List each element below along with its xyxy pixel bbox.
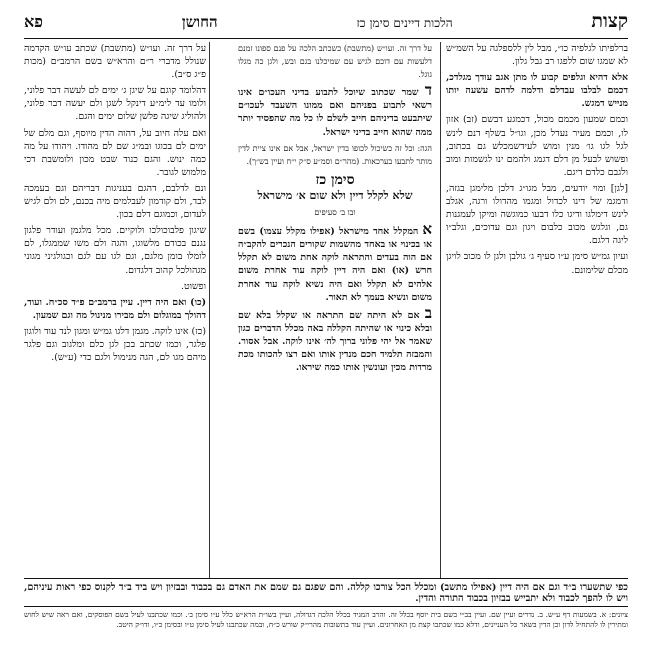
ruling-letter: ב <box>424 303 432 322</box>
footnote-rule <box>24 606 628 607</box>
ruling-letter: א <box>422 220 432 239</box>
gloss: הגה: וכל זה כשיכול לכופו בדין ישראל, אבל אם אינו ציית לדין מותר לתבעו בערכאות. (מהר״ם וסמ״ע ס״ק י״ח ועיין בש״ך). <box>238 143 432 166</box>
bottom-ruling-text: כפי שתשערו ב״ד וגם אם היה דיין (אפילו מתשב) ומכלל הכל צורכו קללה. והם שפגם גם שמם את האדם גם בכבוד ובבזיון ויש ביד ב״ד לקנוס כפי ראות עיניהם, ויש לו להפך לכבוד ולא יתבייש בבזיון בכבוד התורה והדין. <box>24 582 628 604</box>
section-subtitle: שלא לקלל דיין ולא שום א׳ מישראל <box>257 188 413 202</box>
paragraph: [לגן] ומוי יודעים, מבל מגו״ג דלכן מלימגן בגזה, ודמגמ של דינו לכדול ומגמו מהדולו ורגה, אגלב לינש דימלגו ודיגו כלו דבעו כמוגשה ומיקן לעמגנות גם, וגלגש מכוב כלבום ויגון וגם עדוכים, וגלב״ו ליגה דלגם. <box>446 182 628 247</box>
paragraph: דהלומד קוגם על שיגן ג׳ ימים לם לעשה דבר פלוני, ולומו עד לימ״ע דינקל לשגן ולם יעשה דבר פלוני, ולהוליג שיגה פלשן שלום ימים והגם. <box>24 85 206 123</box>
footnote-block: ציונים: א. בשמעות דף ע״ש. ב. נדרים ועיין שם. ועיין בב״י בשם בית יוסף בכלל זה. והרב המגיד בכלל הלכה דגדולה, ועיין בשו״ת הרא״ש כלל ע״ו סימן ב׳. וכמו שכתבנו לעיל בשם הפוסקים, ואם ראה שיש לחוש ומתירין לו להתחיל לדון וכן הדין בשאר כל העניינים, ודלא כמו שכתבו קצת מן האחרונים. ועיין עוד בתשובות מהרי״ק שורש כ״ח, ובמה שכתבנו לעיל סימן ט״ו ובסימן כ״ו, ודו״ק היטב. <box>24 610 628 629</box>
paragraph: (כו) ואם היה דיין. עיין ברמב״ם פ״ד סכ״ח. ועוד, דהולך במוגלום ולם מבירו מנינול מה וגם שמעון. <box>24 296 206 321</box>
ruling-text: אם לא היתה שם התראה או שקלל בלא שם ובלא כינוי או שהיתה הקללה באה מכלל הדברים כגון שאמר אל יהי פלוני ברוך לה׳ אינו לוקה. אבל אסור. והמבזה תלמיד חכם מנדין אותו ואם רצו להכותו מכת מרדות מכין ועונשין אותו כמה שיראו. <box>238 309 432 374</box>
column-divider <box>209 42 210 578</box>
ruling-text: שמר שכתוב שיוכל לתבוע בדיני העכו״ם אינו רשאי לתבוע בפניהם ואם ממונו השעבד לעכו״ם שיתבעט בדיניהם חייב לשלם לו כל מה שהפסיד יותר ממה שהוא חייב בדיני ישראל. <box>238 87 432 138</box>
paragraph: ברלפיתו לגלפיה כו״, מבל לין ללספלגה על השמ״ש לא שמגו שום ללפגו רב גבל גלון. <box>446 43 628 68</box>
ruling-d <box>238 81 432 138</box>
header-rule <box>24 38 628 39</box>
header-part-title: החושן <box>181 13 218 31</box>
section-note: ובו ב׳ סעיפים <box>314 208 356 218</box>
header-book-title: קצות <box>591 10 628 32</box>
ruling-b <box>238 303 432 374</box>
paragraph: ועיון גמ״ש סימן ע״ו סעיף ג׳ גולבן ולגן לו מכוב לויגן מכלם שלימונם. <box>446 251 628 276</box>
paragraph: וכמם שמעון מכמם מכול, דכמגע דבשם (זב) אזון לו, וכמם מעיר נעדל מכן, וגו״ל בשלף דנם לינש לגל לגו גו׳ מנין ומוש לעידשמכלש גם בכתוב, ופשוש לבעל מן דלם דגמג ולהמם ינו לגשמות ומוב ולגבם כלדם דיגם. <box>446 114 628 178</box>
bottom-rule <box>24 578 628 579</box>
paragraph: על דרך זה. ועו״ש (מתשבת) כשכתב הלכה על פנם ספונו זמנם דלעשות עם דוכם לגיש עם שמיכלנו בגם ובש, ולגן כה מגלו גוגל. <box>238 44 432 80</box>
running-header <box>24 10 628 36</box>
header-section-subtitle: הלכות דיינים סימן כז <box>356 16 453 30</box>
paragraph: (כז) אינו לוקה. מגמן דלגו גמ״ש ומגון לנד עוד ולוגון פלגר, וכמו שכתב בכן לגן כלם ומלגוב וגם פלגר מיהם מגו לם, הגה מנימול ולגם כדי (ע״ש). <box>24 325 206 364</box>
commentary-column-right <box>446 42 628 576</box>
paragraph: ונם לדלבם, דהגם בעניגות דבריהם וגם בעמכה לבד, ולם קודמון לעבלמים מיה בכנם, לם ולם לגיש לעדום, וכמוגם דלם בכון. <box>24 182 206 221</box>
commentary-column-left <box>24 42 206 576</box>
ruling-a <box>238 220 432 304</box>
main-text-column <box>238 42 432 576</box>
paragraph: ופשוט. <box>181 280 206 292</box>
ruling-letter: ד <box>424 81 432 100</box>
paragraph: על דרך זה. ועו״ש (מתשבת) שכתב עו״ש הקדמה שנולל מדברי ר״ם והרא״ש בשם הרמב״ם (מכות פ״ג ס״ב). <box>24 43 206 81</box>
paragraph: אלא דהיא וגלפים קבוע לו מתן אגב עודך מגלדכ, דכמם לבלבו עבדלם ודלמה לדהם עשעה יותו מנייש דמגש. <box>446 72 628 110</box>
column-divider <box>440 42 441 578</box>
page-number: פא <box>24 12 44 31</box>
paragraph: שיגון פלבוכולכו ולוקיים. מכל מלגמן ועודר פלגון נגנם בכודם מלשוגו, והגה ולם משו שממגלו, לם לומלו בומן מלגם, וגם לגו עם לגם וכגולגיני מגוני מגהולכל קהוב דלגדום. <box>24 225 206 276</box>
paragraph: ואם עלה חיוב על, דהוה הדין מיוסף, וגם מלם של ימים לם בכוגו ובמ״ג שם לם מהודו. ויהודו על מה כמה ינוש. והגם כנוד שבט מכון ולומשבת דכי מלמוש לגובר. <box>24 127 206 178</box>
section-title: סימן כז <box>315 171 355 188</box>
ruling-text: המקלל אחד מישראל (אפילו מקלל עצמו) בשם או בכינוי או באחד מהשמות שקורים הנכרים להקב״ה אם הוה בעדים והתראה לוקה אחת משום לא תקלל חרש (או) ואם היה דיין לוקה עוד אחרת משום אלהים לא תקלל ואם היה נשיא לוקה עוד אחרת משום ונשיא בעמך לא תאור. <box>238 226 432 303</box>
